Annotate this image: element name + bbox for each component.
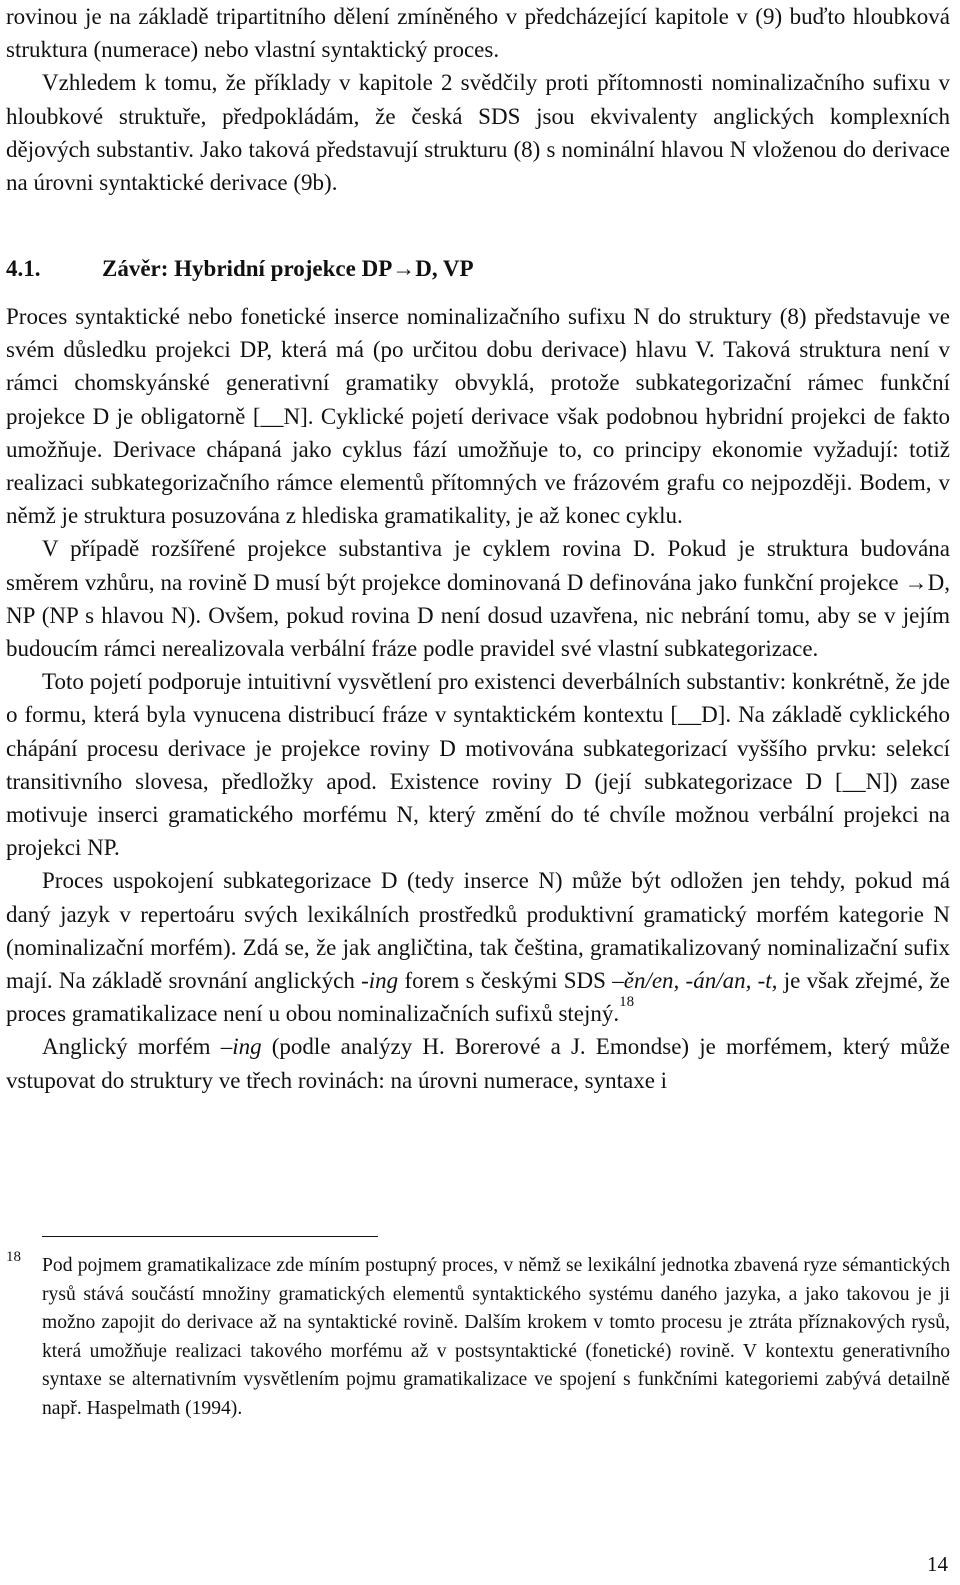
document-page xyxy=(6,0,950,1585)
paragraph: Vzhledem k tomu, že příklady v kapitole 2 svědčily proti přítomnosti nominalizačního sufixu v hloubkové struktuře, předpokládám, že česká SDS jsou ekvivalenty anglických komplexních dějových substantiv. Jako taková představují strukturu (8) s nominální hlavou N vloženou do derivace na úrovni syntaktické derivace (9b). xyxy=(6,70,950,196)
text-run: Proces uspokojení subkategorizace D (tedy inserce N) může být odložen jen tehdy, pokud má daný jazyk v repertoáru svých lexikálních prostředků produktivní gramatický morfém kategorie N (nominalizační morfém). Zdá se, že jak angličtina, tak čeština, gramatikalizovaný nominalizační sufix mají. Na základě srovnání anglických xyxy=(6,868,950,994)
footnote-reference[interactable]: 18 xyxy=(619,994,635,1011)
body-text xyxy=(6,300,950,1097)
paragraph: V případě rozšířené projekce substantiva je cyklem rovina D. Pokud je struktura budována směrem vzhůru, na rovině D musí být projekce dominovaná D definována jako funkční projekce →D, NP (NP s hlavou N). Ovšem, pokud rovina D není dosud uzavřena, nic nebrání tomu, aby se v jejím budoucím rámci nerealizovala verbální fráze podle pravidel své vlastní subkategorizace. xyxy=(6,536,950,662)
top-paragraph-block xyxy=(6,0,950,199)
italic-run: –ěn/en, -án/an, -t, xyxy=(612,968,778,994)
footnote-mark: 18 xyxy=(6,1249,21,1265)
paragraph-continuation: rovinou je na základě tripartitního dělení zmíněného v předcházející kapitole v (9) buďto hloubková struktura (numerace) nebo vlastní syntaktický proces. xyxy=(6,4,950,63)
section-title: Závěr: Hybridní projekce DP→D, VP xyxy=(102,256,474,281)
paragraph: Toto pojetí podporuje intuitivní vysvětlení pro existenci deverbálních substantiv: konkrétně, že jde o formu, která byla vynucena distribucí fráze v syntaktickém kontextu [__D]. Na základě cyklického chápání procesu derivace je projekce roviny D motivována subkategorizací vyššího prvku: selekcí transitivního slovesa, předložky apod. Existence roviny D (její subkategorizace D [__N]) zase motivuje inserci gramatického morfému N, který změní do té chvíle možnou verbální projekci na projekci NP. xyxy=(6,669,950,861)
text-run: Anglický morfém xyxy=(42,1034,221,1060)
section-heading xyxy=(6,252,474,285)
italic-run: –ing xyxy=(220,1034,262,1060)
text-run: je však zřejmé, že proces gramatikalizace není u obou nominalizačních sufixů stejný. xyxy=(6,968,950,1027)
page-number: 14 xyxy=(927,1552,948,1576)
text-run: forem s českými SDS xyxy=(398,968,613,994)
italic-run: -ing xyxy=(361,968,399,994)
paragraph xyxy=(6,1030,950,1096)
paragraph xyxy=(6,864,950,1030)
footnote-separator xyxy=(42,1236,378,1237)
text-run: (podle analýzy H. Borerové a J. Emondse) je morfémem, který může vstupovat do struktury ve třech rovinách: na úrovni numerace, syntaxe i xyxy=(6,1034,950,1093)
footnote-text: Pod pojmem gramatikalizace zde míním postupný proces, v němž se lexikální jednotka zbavená ryze sémantických rysů stává součástí množiny gramatických elementů syntaktického systému daného jazyka, a jako takovou je ji možno zapojit do derivace až na syntaktické rovině. Dalším krokem v tomto procesu je ztráta příznakových rysů, která umožňuje realizaci takového morfému až v postsyntaktické (fonetické) rovině. V kontextu generativního syntaxe se alternativním vysvětlením pojmu gramatikalizace ve spojení s funkčními kategoriemi zabývá detailně např. Haspelmath (1994). xyxy=(42,1255,950,1419)
paragraph: Proces syntaktické nebo fonetické inserce nominalizačního sufixu N do struktury (8) představuje ve svém důsledku projekci DP, která má (po určitou dobu derivace) hlavu V. Taková struktura není v rámci chomskyánské generativní gramatiky obvyklá, protože subkategorizační rámec funkční projekce D je obligatorně [__N]. Cyklické pojetí derivace však podobnou hybridní projekci de fakto umožňuje. Derivace chápaná jako cyklus fází umožňuje to, co principy ekonomie vyžadují: totiž realizaci subkategorizačního rámce elementů přítomných ve frázovém grafu co nejpozději. Bodem, v němž je struktura posuzována z hlediska gramatikality, je až konec cyklu. xyxy=(6,304,950,529)
section-number: 4.1. xyxy=(6,256,41,281)
